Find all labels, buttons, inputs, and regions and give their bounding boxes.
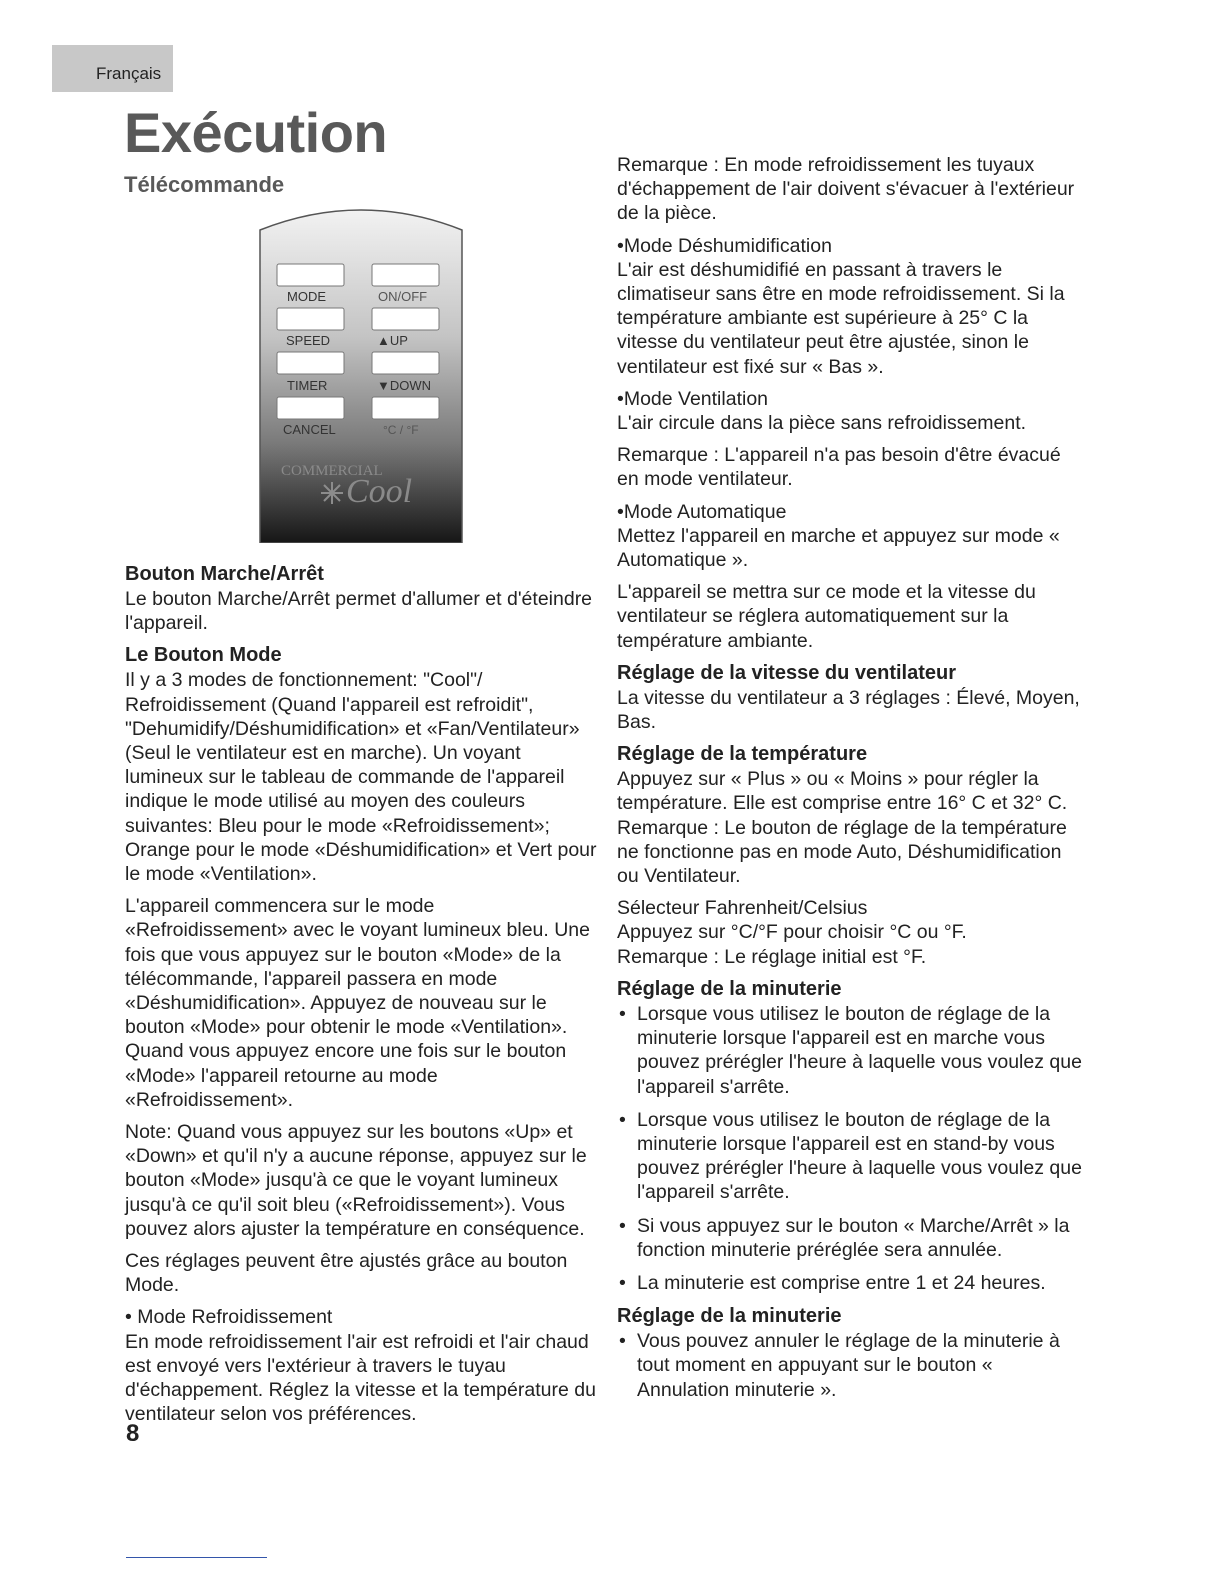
dehum-mode-text: L'air est déshumidifié en passant à travers le climatiseur sans être en mode refroidissement. Si la température ambiante est supérieure à 25° C la vitesse du ventilateur peut être ajustée, sinon le ventilateur est fixé sur « Bas ».	[617, 258, 1065, 378]
fan-mode-label: •Mode Ventilation	[617, 387, 769, 410]
onoff-heading: Bouton Marche/Arrêt	[125, 563, 324, 585]
auto-mode-text-2: L'appareil se mettra sur ce mode et la vitesse du ventilateur se réglera automatiquement sur la température ambiante.	[617, 581, 1036, 652]
fan-speed-text: La vitesse du ventilateur a 3 réglages : Élevé, Moyen, Bas.	[617, 686, 1080, 734]
temperature-note: Remarque : Le bouton de réglage de la température ne fonctionne pas en mode Auto, Déshumidification ou Ventilateur.	[617, 816, 1067, 888]
page-number: 8	[126, 1420, 140, 1447]
up-button[interactable]	[372, 308, 439, 330]
remote-control-graphic	[258, 202, 464, 543]
list-item: • La minuterie est comprise entre 1 et 24 heures.	[617, 1271, 1087, 1295]
language-tab	[52, 45, 173, 92]
mode-paragraph-3: Note: Quand vous appuyez sur les boutons «Up» et «Down» et qu'il n'y a aucune réponse, appuyez sur le bouton «Mode» jusqu'à ce que le voyant lumineux jusqu'à ce qu'il soit bleu («Refroidissement»). Vous pouvez alors ajuster la température en conséquence.	[125, 1121, 587, 1240]
language-label: Français	[96, 63, 162, 83]
logo-commercial-text: COMMERCIAL	[281, 463, 383, 479]
fan-speed-heading: Réglage de la vitesse du ventilateur	[617, 661, 957, 684]
onoff-button[interactable]	[372, 264, 439, 286]
timer-heading: Réglage de la minuterie	[617, 977, 842, 1000]
down-button[interactable]	[372, 352, 439, 374]
speed-button-label: SPEED	[286, 333, 331, 348]
page-subtitle: Télécommande	[124, 172, 285, 197]
onoff-button-label: ON/OFF	[378, 289, 428, 304]
cool-mode-note: Remarque : En mode refroidissement les tuyaux d'échappement de l'air doivent s'évacuer à l'extérieur de la pièce.	[617, 154, 1075, 225]
unit-selector-text: Appuyez sur °C/°F pour choisir °C ou °F.	[617, 921, 967, 944]
cool-mode-text: En mode refroidissement l'air est refroidi et l'air chaud est envoyé vers l'extérieur à travers le tuyau d'échappement. Réglez la vitesse et la température du ventilateur selon vos préférences.	[125, 1330, 596, 1426]
fan-mode-text: L'air circule dans la pièce sans refroidissement.	[617, 412, 1027, 435]
list-item: • Lorsque vous utilisez le bouton de réglage de la minuterie lorsque l'appareil est en stand-by vous pouvez prérégler l'heure à laquelle vous voulez que l'appareil s'arrête.	[617, 1108, 1087, 1205]
mode-paragraph-2: L'appareil commencera sur le mode «Refroidissement» avec le voyant lumineux bleu. Une fois que vous appuyez sur le bouton «Mode» de la télécommande, l'appareil passera en mode «Déshumidification». Appuyez de nouveau sur le bouton «Mode» pour obtenir le mode «Ventilation». Quand vous appuyez encore une fois sur le bouton «Mode» l'appareil retourne au mode «Refroidissement».	[125, 895, 591, 1111]
footer-divider	[126, 1557, 267, 1558]
temp-unit-button[interactable]	[372, 397, 439, 419]
temperature-text: Appuyez sur « Plus » ou « Moins » pour régler la température. Elle est comprise entre 16° C et 32° C.	[617, 768, 1068, 815]
cancel-button[interactable]	[277, 397, 344, 419]
right-column	[617, 153, 1087, 1411]
speed-button[interactable]	[277, 308, 344, 330]
page-title: Exécution	[124, 101, 388, 164]
left-column	[125, 562, 600, 1435]
mode-button[interactable]	[277, 264, 344, 286]
remote-control-illustration	[258, 202, 464, 543]
temperature-heading: Réglage de la température	[617, 743, 868, 766]
onoff-text: Le bouton Marche/Arrêt permet d'allumer et d'éteindre l'appareil.	[125, 588, 593, 635]
dehum-mode-label: •Mode Déshumidification	[617, 234, 832, 257]
up-button-label: ▲UP	[377, 333, 408, 348]
fan-mode-note: Remarque : L'appareil n'a pas besoin d'être évacué en mode ventilateur.	[617, 444, 1061, 491]
mode-paragraph-4: Ces réglages peuvent être ajustés grâce au bouton Mode.	[125, 1250, 568, 1297]
auto-mode-text: Mettez l'appareil en marche et appuyez sur mode « Automatique ».	[617, 524, 1060, 572]
cancel-button-label: CANCEL	[283, 422, 336, 437]
list-item: • Si vous appuyez sur le bouton « Marche/Arrêt » la fonction minuterie préréglée sera annulée.	[617, 1214, 1087, 1262]
unit-selector-label: Sélecteur Fahrenheit/Celsius	[617, 897, 868, 920]
timer-cancel-heading: Réglage de la minuterie	[617, 1305, 842, 1328]
timer-button-label: TIMER	[287, 378, 328, 393]
list-item: • Lorsque vous utilisez le bouton de réglage de la minuterie lorsque l'appareil est en marche vous pouvez prérégler l'heure à laquelle vous voulez que l'appareil s'arrête.	[617, 1002, 1087, 1099]
temp-unit-button-label: °C / °F	[383, 423, 419, 437]
unit-selector-note: Remarque : Le réglage initial est °F.	[617, 945, 927, 968]
mode-button-label: MODE	[287, 289, 326, 304]
mode-heading: Le Bouton Mode	[125, 644, 282, 667]
snowflake-icon	[321, 482, 343, 504]
timer-cancel-list	[617, 1329, 1087, 1402]
list-item: • Vous pouvez annuler le réglage de la minuterie à tout moment en appuyant sur le bouton « Annulation minuterie ».	[617, 1329, 1087, 1402]
mode-paragraph-1: Il y a 3 modes de fonctionnement: "Cool"/ Refroidissement (Quand l'appareil est refroidit", "Dehumidify/Déshumidification» et «Fan/Ventilateur» (Seul le ventilateur est en marche). Un voyant lumineux sur le tableau de commande de l'appareil indique le mode utilisé au moyen des couleurs suivantes: Bleu pour le mode «Refroidissement»; Orange pour le mode «Déshumidification» et Vert pour le mode «Ventilation».	[125, 669, 597, 886]
timer-button[interactable]	[277, 352, 344, 374]
cool-mode-label: • Mode Refroidissement	[125, 1306, 333, 1329]
logo-cool-text: Cool	[346, 473, 413, 510]
timer-list	[617, 1002, 1087, 1295]
down-button-label: ▼DOWN	[377, 378, 432, 393]
auto-mode-label: •Mode Automatique	[617, 500, 787, 523]
